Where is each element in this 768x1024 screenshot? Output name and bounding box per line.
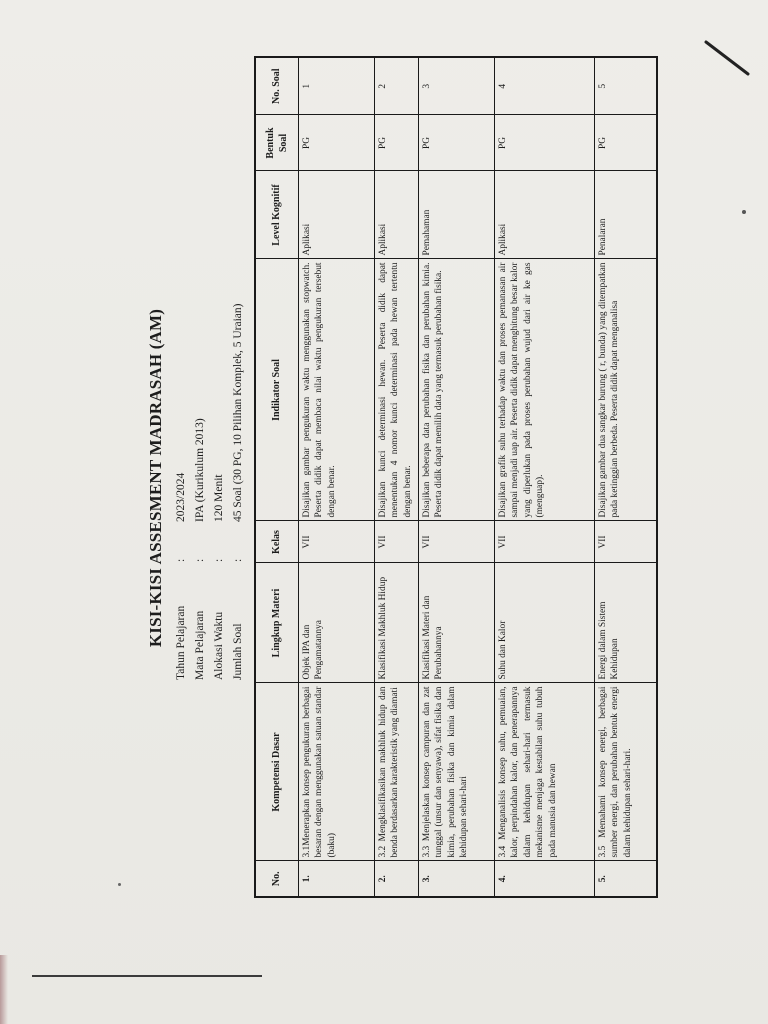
cell-no: 1. bbox=[299, 861, 375, 897]
table-row bbox=[495, 57, 595, 897]
cell-lingkup-materi: Klasifikasi Materi dan Perubahannya bbox=[419, 563, 495, 683]
table-header-row bbox=[255, 57, 299, 897]
cell-kompetensi-dasar: 3.5 Memahami konsep energi, berbagai sumber energi, dan perubahan bentuk energi dalam kehidupan sehari-hari. bbox=[595, 683, 657, 861]
cell-lingkup-materi: Objek IPA dan Pengamatannya bbox=[299, 563, 375, 683]
table-row bbox=[375, 57, 419, 897]
cell-no: 2. bbox=[375, 861, 419, 897]
cell-bentuk-soal: PG bbox=[495, 115, 595, 171]
table-row bbox=[299, 57, 375, 897]
cell-no-soal: 4 bbox=[495, 57, 595, 115]
meta-value: IPA (Kurikulum 2013) bbox=[194, 418, 206, 522]
table-row bbox=[419, 57, 495, 897]
meta-label: Alokasi Waktu bbox=[213, 611, 225, 680]
column-header-kompetensi-dasar: Kompetensi Dasar bbox=[255, 683, 299, 861]
cell-indikator-soal: Disajikan grafik suhu terhadap waktu dan proses pemanasan air sampai menjadi uap air. Peserta didik dapat menghitung besar kalor yang diperlukan pada proses perubahan wujud dari air ke gas (menguap). bbox=[495, 259, 595, 521]
cell-kompetensi-dasar: 3.4 Menganalisis konsep suhu, pemuaian, kalor, perpindahan kalor, dan penerapannya dalam kehidupan sehari-hari termasuk mekanisme menjaga kestabilan suhu tubuh pada manusia dan hewan bbox=[495, 683, 595, 861]
table-row bbox=[595, 57, 657, 897]
rotated-document bbox=[146, 58, 746, 898]
cell-bentuk-soal: PG bbox=[375, 115, 419, 171]
meta-row bbox=[193, 304, 212, 680]
cell-indikator-soal: Disajikan kunci determinasi hewan. Peserta didik dapat menentukan 4 nomor kunci determinasi pada hewan tertentu dengan benar. bbox=[375, 259, 419, 521]
meta-separator: : bbox=[175, 558, 187, 562]
cell-kompetensi-dasar: 3.1Menerapkan konsep pengukuran berbagai besaran dengan menggunakan satuan standar (baku) bbox=[299, 683, 375, 861]
column-header-no-soal: No. Soal bbox=[255, 57, 299, 115]
column-header-no: No. bbox=[255, 861, 299, 897]
cell-kelas: VII bbox=[495, 521, 595, 563]
cell-no-soal: 3 bbox=[419, 57, 495, 115]
scan-bottom-line bbox=[32, 975, 262, 977]
cell-no-soal: 5 bbox=[595, 57, 657, 115]
cell-bentuk-soal: PG bbox=[595, 115, 657, 171]
cell-level-kognitif: Aplikasi bbox=[375, 171, 419, 259]
meta-separator: : bbox=[213, 558, 225, 562]
cell-kompetensi-dasar: 3.2 Mengklasifikasikan makhluk hidup dan benda berdasarkan karakteristik yang diamati bbox=[375, 683, 419, 861]
meta-label: Mata Pelajaran bbox=[194, 610, 206, 680]
cell-lingkup-materi: Energi dalam Sistem Kehidupan bbox=[595, 563, 657, 683]
meta-row bbox=[212, 304, 231, 680]
cell-lingkup-materi: Suhu dan Kalor bbox=[495, 563, 595, 683]
meta-separator: : bbox=[194, 558, 206, 562]
column-header-indikator-soal: Indikator Soal bbox=[255, 259, 299, 521]
cell-bentuk-soal: PG bbox=[299, 115, 375, 171]
cell-bentuk-soal: PG bbox=[419, 115, 495, 171]
column-header-kelas: Kelas bbox=[255, 521, 299, 563]
cell-kelas: VII bbox=[375, 521, 419, 563]
column-header-lingkup-materi: Lingkup Materi bbox=[255, 563, 299, 683]
cell-level-kognitif: Penalaran bbox=[595, 171, 657, 259]
column-header-bentuk-soal: Bentuk Soal bbox=[255, 115, 299, 171]
meta-value: 2023/2024 bbox=[175, 472, 187, 522]
cell-level-kognitif: Aplikasi bbox=[299, 171, 375, 259]
scan-edge-shadow bbox=[0, 955, 8, 1024]
kisi-kisi-table bbox=[254, 56, 658, 898]
document-meta bbox=[174, 304, 250, 680]
cell-no-soal: 1 bbox=[299, 57, 375, 115]
cell-no: 3. bbox=[419, 861, 495, 897]
meta-separator: : bbox=[232, 558, 244, 562]
cell-indikator-soal: Disajikan beberapa data perubahan fisika dan perubahan kimia. Peserta didik dapat memilih data yang termasuk perubahan fisika. bbox=[419, 259, 495, 521]
cell-kelas: VII bbox=[299, 521, 375, 563]
meta-label: Tahun Pelajaran bbox=[175, 605, 187, 680]
cell-kompetensi-dasar: 3.3 Menjelaskan konsep campuran dan zat tunggal (unsur dan senyawa), sifat fisika dan kimia, perubahan fisika dan kimia dalam kehidupan sehari-hari bbox=[419, 683, 495, 861]
cell-no: 4. bbox=[495, 861, 595, 897]
meta-label: Jumlah Soal bbox=[232, 623, 244, 680]
document-title: KISI-KISI ASSESMENT MADRASAH (AM) bbox=[146, 308, 165, 648]
cell-no-soal: 2 bbox=[375, 57, 419, 115]
scan-speck bbox=[118, 883, 121, 886]
meta-value: 45 Soal (30 PG, 10 Pilihan Komplek, 5 Uraian) bbox=[232, 303, 244, 522]
meta-row bbox=[231, 304, 250, 680]
cell-level-kognitif: Pemahaman bbox=[419, 171, 495, 259]
cell-level-kognitif: Aplikasi bbox=[495, 171, 595, 259]
column-header-level-kognitif: Level Kognitif bbox=[255, 171, 299, 259]
cell-lingkup-materi: Klasifikasi Makhluk Hidup bbox=[375, 563, 419, 683]
cell-no: 5. bbox=[595, 861, 657, 897]
cell-kelas: VII bbox=[595, 521, 657, 563]
cell-indikator-soal: Disajikan gambar dua sangkar burung ( r, bunda) yang ditempatkan pada ketinggian berbeda. Peserta didik dapat menganalisa bbox=[595, 259, 657, 521]
cell-kelas: VII bbox=[419, 521, 495, 563]
meta-value: 120 Menit bbox=[213, 474, 225, 522]
meta-row bbox=[174, 304, 193, 680]
cell-indikator-soal: Disajikan gambar pengukuran waktu menggunakan stopwatch. Peserta didik dapat membaca nilai waktu pengukuran tersebut dengan benar. bbox=[299, 259, 375, 521]
